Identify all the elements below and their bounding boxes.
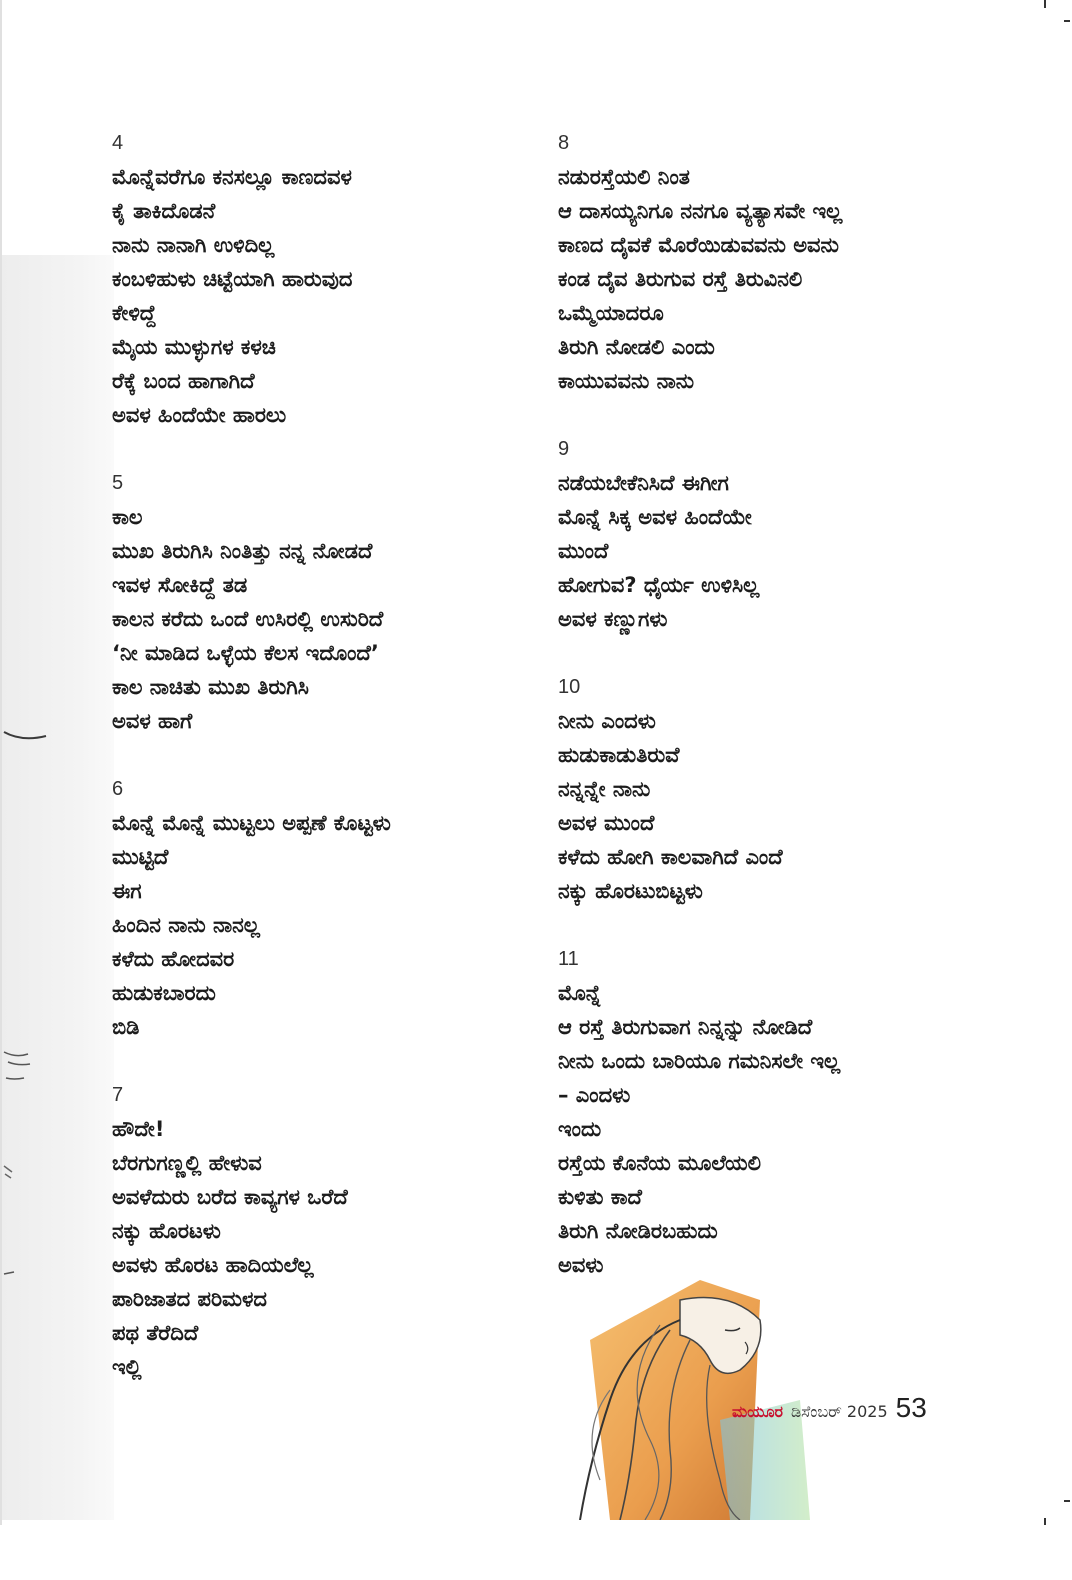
poem-line: ಕಾಣದ ದೈವಕೆ ಮೊರೆಯಿಡುವವನು ಅವನು — [558, 233, 839, 257]
poem-stanza — [558, 670, 978, 908]
poem-line: ಮುಖ ತಿರುಗಿಸಿ ನಿಂತಿತ್ತು ನನ್ನ ನೋಡದೆ — [112, 539, 373, 563]
poem-line: ತಿರುಗಿ ನೋಡಿರಬಹುದು — [558, 1219, 718, 1243]
poem-line: ಮೊನ್ನೆವರೆಗೂ ಕನಸಲ್ಲೂ ಕಾಣದವಳ — [112, 165, 352, 189]
poem-line: ಮೊನ್ನೆ ಮೊನ್ನೆ ಮುಟ್ಟಲು ಅಪ್ಪಣೆ ಕೊಟ್ಟಳು — [112, 811, 391, 835]
poem-line: ಅವಳು — [558, 1253, 604, 1277]
poem-line: – ಎಂದಳು — [558, 1083, 631, 1107]
poem-line: ನಡುರಸ್ತೆಯಲಿ ನಿಂತ — [558, 165, 690, 189]
poem-line: ಕಂಡ ದೈವ ತಿರುಗುವ ರಸ್ತೆ ತಿರುವಿನಲಿ — [558, 267, 803, 291]
stanza-number: 9 — [558, 438, 570, 460]
poem-line: ಇಂದು — [558, 1117, 602, 1141]
poem-line: ‘ನೀ ಮಾಡಿದ ಒಳ್ಳೆಯ ಕೆಲಸ ಇದೊಂದೆ’ — [112, 641, 379, 665]
poem-line: ರಸ್ತೆಯ ಕೊನೆಯ ಮೂಲೆಯಲಿ — [558, 1151, 762, 1175]
poem-line: ಕಾಲ — [112, 505, 143, 529]
poem-line: ಈಗ — [112, 879, 142, 903]
poem-line: ಹೋಗುವ? ಧೈರ್ಯ ಉಳಿಸಿಲ್ಲ — [558, 573, 760, 597]
stanza-number: 5 — [112, 472, 124, 494]
poem-line: ತಿರುಗಿ ನೋಡಲಿ ಎಂದು — [558, 335, 715, 359]
poem-line: ಅವಳ ಕಣ್ಣುಗಳು — [558, 607, 668, 631]
poem-line: ಅವಳೆದುರು ಬರೆದ ಕಾವ್ಯಗಳ ಒರೆದೆ — [112, 1185, 348, 1209]
crop-mark — [1044, 1518, 1046, 1525]
poem-line: ಕಳೆದು ಹೋದವರ — [112, 947, 235, 971]
poem-line: ನಡೆಯಬೇಕೆನಿಸಿದೆ ಈಗೀಗ — [558, 471, 729, 495]
stanza-number: 11 — [558, 948, 579, 970]
stanza-number: 7 — [112, 1084, 124, 1106]
crop-mark — [1064, 20, 1070, 22]
poem-line: ಆ ರಸ್ತೆ ತಿರುಗುವಾಗ ನಿನ್ನನ್ನು ನೋಡಿದೆ — [558, 1015, 813, 1039]
poem-line: ಕಳೆದು ಹೋಗಿ ಕಾಲವಾಗಿದೆ ಎಂದೆ — [558, 845, 783, 869]
stanza-number: 10 — [558, 676, 581, 698]
crop-mark — [1064, 1500, 1070, 1502]
poem-line: ಕೇಳಿದ್ದೆ — [112, 301, 157, 325]
poem-line: ಕಾಲ ನಾಚಿತು ಮುಖ ತಿರುಗಿಸಿ — [112, 675, 309, 699]
stanza-number: 4 — [112, 132, 124, 154]
poem-line: ಬೆರಗುಗಣ್ಣಲ್ಲಿ ಹೇಳುವ — [112, 1151, 262, 1175]
poem-line: ಇಲ್ಲಿ — [112, 1355, 142, 1379]
poem-line: ನೀನು ಎಂದಳು — [558, 709, 656, 733]
poem-column-left — [112, 126, 532, 1418]
stanza-number: 8 — [558, 132, 570, 154]
poem-stanza — [558, 432, 978, 636]
poem-line: ಹುಡುಕಬಾರದು — [112, 981, 216, 1005]
poem-stanza — [112, 772, 532, 1044]
poem-line: ನಕ್ಕು ಹೊರಟಳು — [112, 1219, 221, 1243]
poem-line: ಅವಳ ಹಾಗೆ — [112, 709, 193, 733]
poem-line: ಮೈಯ ಮುಳ್ಳುಗಳ ಕಳಚಿ — [112, 335, 276, 359]
magazine-name: ಮಯೂರ — [732, 1402, 784, 1421]
poem-line: ಅವಳ ಮುಂದೆ — [558, 811, 655, 835]
poem-stanza — [112, 1078, 532, 1384]
poem-column-right — [558, 126, 978, 1316]
poem-line: ಅವಳ ಹಿಂದೆಯೇ ಹಾರಲು — [112, 403, 287, 427]
page-footer — [732, 1392, 927, 1426]
poem-line: ಮೊನ್ನೆ ಸಿಕ್ಕ ಅವಳ ಹಿಂದೆಯೇ — [558, 505, 752, 529]
crop-mark — [1044, 0, 1046, 8]
poem-stanza — [558, 126, 978, 398]
poem-line: ಇವಳ ಸೋಕಿದ್ದೆ ತಡ — [112, 573, 248, 597]
poem-stanza — [112, 466, 532, 738]
poem-line: ಕೈ ತಾಕಿದೊಡನೆ — [112, 199, 216, 223]
poem-line: ಹೌದೇ! — [112, 1117, 165, 1141]
poem-line: ಕಾಯುವವನು ನಾನು — [558, 369, 695, 393]
poem-line: ಹಿಂದಿನ ನಾನು ನಾನಲ್ಲ — [112, 913, 260, 937]
sketch-stroke-decoration — [2, 680, 62, 1580]
poem-line: ಮುಟ್ಟಿದೆ — [112, 845, 169, 869]
poem-line: ರೆಕ್ಕೆ ಬಂದ ಹಾಗಾಗಿದೆ — [112, 369, 255, 393]
poem-line: ನಕ್ಕು ಹೊರಟುಬಿಟ್ಟಳು — [558, 879, 703, 903]
poem-line: ಕುಳಿತು ಕಾದೆ — [558, 1185, 642, 1209]
poem-line: ಒಮ್ಮೆಯಾದರೂ — [558, 301, 664, 325]
poem-line: ಹುಡುಕಾಡುತಿರುವೆ — [558, 743, 680, 767]
poem-line: ಕಂಬಳಿಹುಳು ಚಿಟ್ಟೆಯಾಗಿ ಹಾರುವುದ — [112, 267, 353, 291]
poem-line: ಮುಂದೆ — [558, 539, 609, 563]
poem-line: ಪಾರಿಜಾತದ ಪರಿಮಳದ — [112, 1287, 267, 1311]
poem-line: ಬಿಡಿ — [112, 1015, 140, 1039]
poem-line: ಆ ದಾಸಯ್ಯನಿಗೂ ನನಗೂ ವ್ಯತ್ಯಾಸವೇ ಇಲ್ಲ — [558, 199, 843, 223]
poem-stanza — [558, 942, 978, 1282]
poem-line: ನಾನು ನಾನಾಗಿ ಉಳಿದಿಲ್ಲ — [112, 233, 275, 257]
poem-line: ನೀನು ಒಂದು ಬಾರಿಯೂ ಗಮನಿಸಲೇ ಇಲ್ಲ — [558, 1049, 841, 1073]
poem-line: ಮೊನ್ನೆ — [558, 981, 602, 1005]
poem-line: ಕಾಲನ ಕರೆದು ಒಂದೆ ಉಸಿರಲ್ಲಿ ಉಸುರಿದೆ — [112, 607, 384, 631]
poem-stanza — [112, 126, 532, 432]
page-number: 53 — [895, 1392, 927, 1423]
poem-line: ನನ್ನನ್ನೇ ನಾನು — [558, 777, 651, 801]
stanza-number: 6 — [112, 778, 124, 800]
poem-line: ಅವಳು ಹೊರಟ ಹಾದಿಯಲೆಲ್ಲ — [112, 1253, 314, 1277]
poem-line: ಪಥ ತೆರೆದಿದೆ — [112, 1321, 199, 1345]
issue-date: ಡಿಸೆಂಬರ್ 2025 — [791, 1402, 888, 1421]
